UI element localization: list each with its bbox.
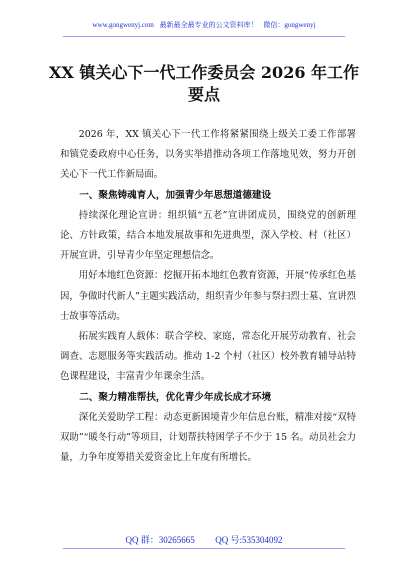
section-heading-2: 二、聚力精准帮扶，优化青少年成长成才环境 [79, 391, 272, 403]
footer-qq-group: QQ 群：30265665 [125, 535, 195, 545]
intro-paragraph: 2026 年，XX 镇关心下一代工作将紧紧围绕上级关工委工作部署和镇党委政府中心任务，以务实举措推动各项工作落地见效，努力开创关心下一代工作新局面。 [60, 129, 356, 181]
body-paragraph: 持续深化理论宣讲：组织镇“五老”宣讲团成员，围绕党的创新理论、方针政策，结合本地发展故事和先进典型，深入学校、村（社区）开展宣讲，引导青少年坚定理想信念。 [60, 209, 356, 262]
page-header [0, 20, 408, 30]
header-wechat: 微信：gongwenyj [263, 21, 316, 29]
title-line-2: 要点 [187, 85, 220, 104]
body-paragraph: 用好本地红色资源：挖掘开拓本地红色教育资源，开展“传承红色基因，争做时代新人”主题实践活动，组织青少年参与祭扫烈士墓、宣讲烈士故事等活动。 [60, 270, 356, 322]
document-body [60, 125, 356, 468]
header-slogan: 最新最全最专业的公文资料库！ [159, 21, 258, 29]
header-url-link[interactable]: www.gongwenyj.com [92, 21, 154, 29]
body-paragraph: 深化关爱助学工程：动态更新困境青少年信息台账，精准对接“双特双助”“暖冬行动”等项目，计划帮扶特困学子不少于 15 名。动员社会力量，力争年度筹措关爱资金比上年度有所增长。 [60, 411, 356, 464]
title-line-1: XX 镇关心下一代工作委员会 2026 年工作 [48, 63, 360, 82]
footer-divider [63, 548, 345, 549]
footer-qq-number: QQ 号:535304092 [215, 535, 283, 545]
body-paragraph: 拓展实践育人载体：联合学校、家庭，常态化开展劳动教育、社会调查、志愿服务等实践活动。推动 1-2 个村（社区）校外教育辅导站特色课程建设，丰富青少年课余生活。 [60, 331, 356, 383]
document-title [40, 62, 368, 106]
header-divider [63, 36, 345, 37]
page-footer [0, 533, 408, 546]
section-heading-1: 一、聚焦铸魂育人，加强青少年思想道德建设 [79, 189, 272, 201]
